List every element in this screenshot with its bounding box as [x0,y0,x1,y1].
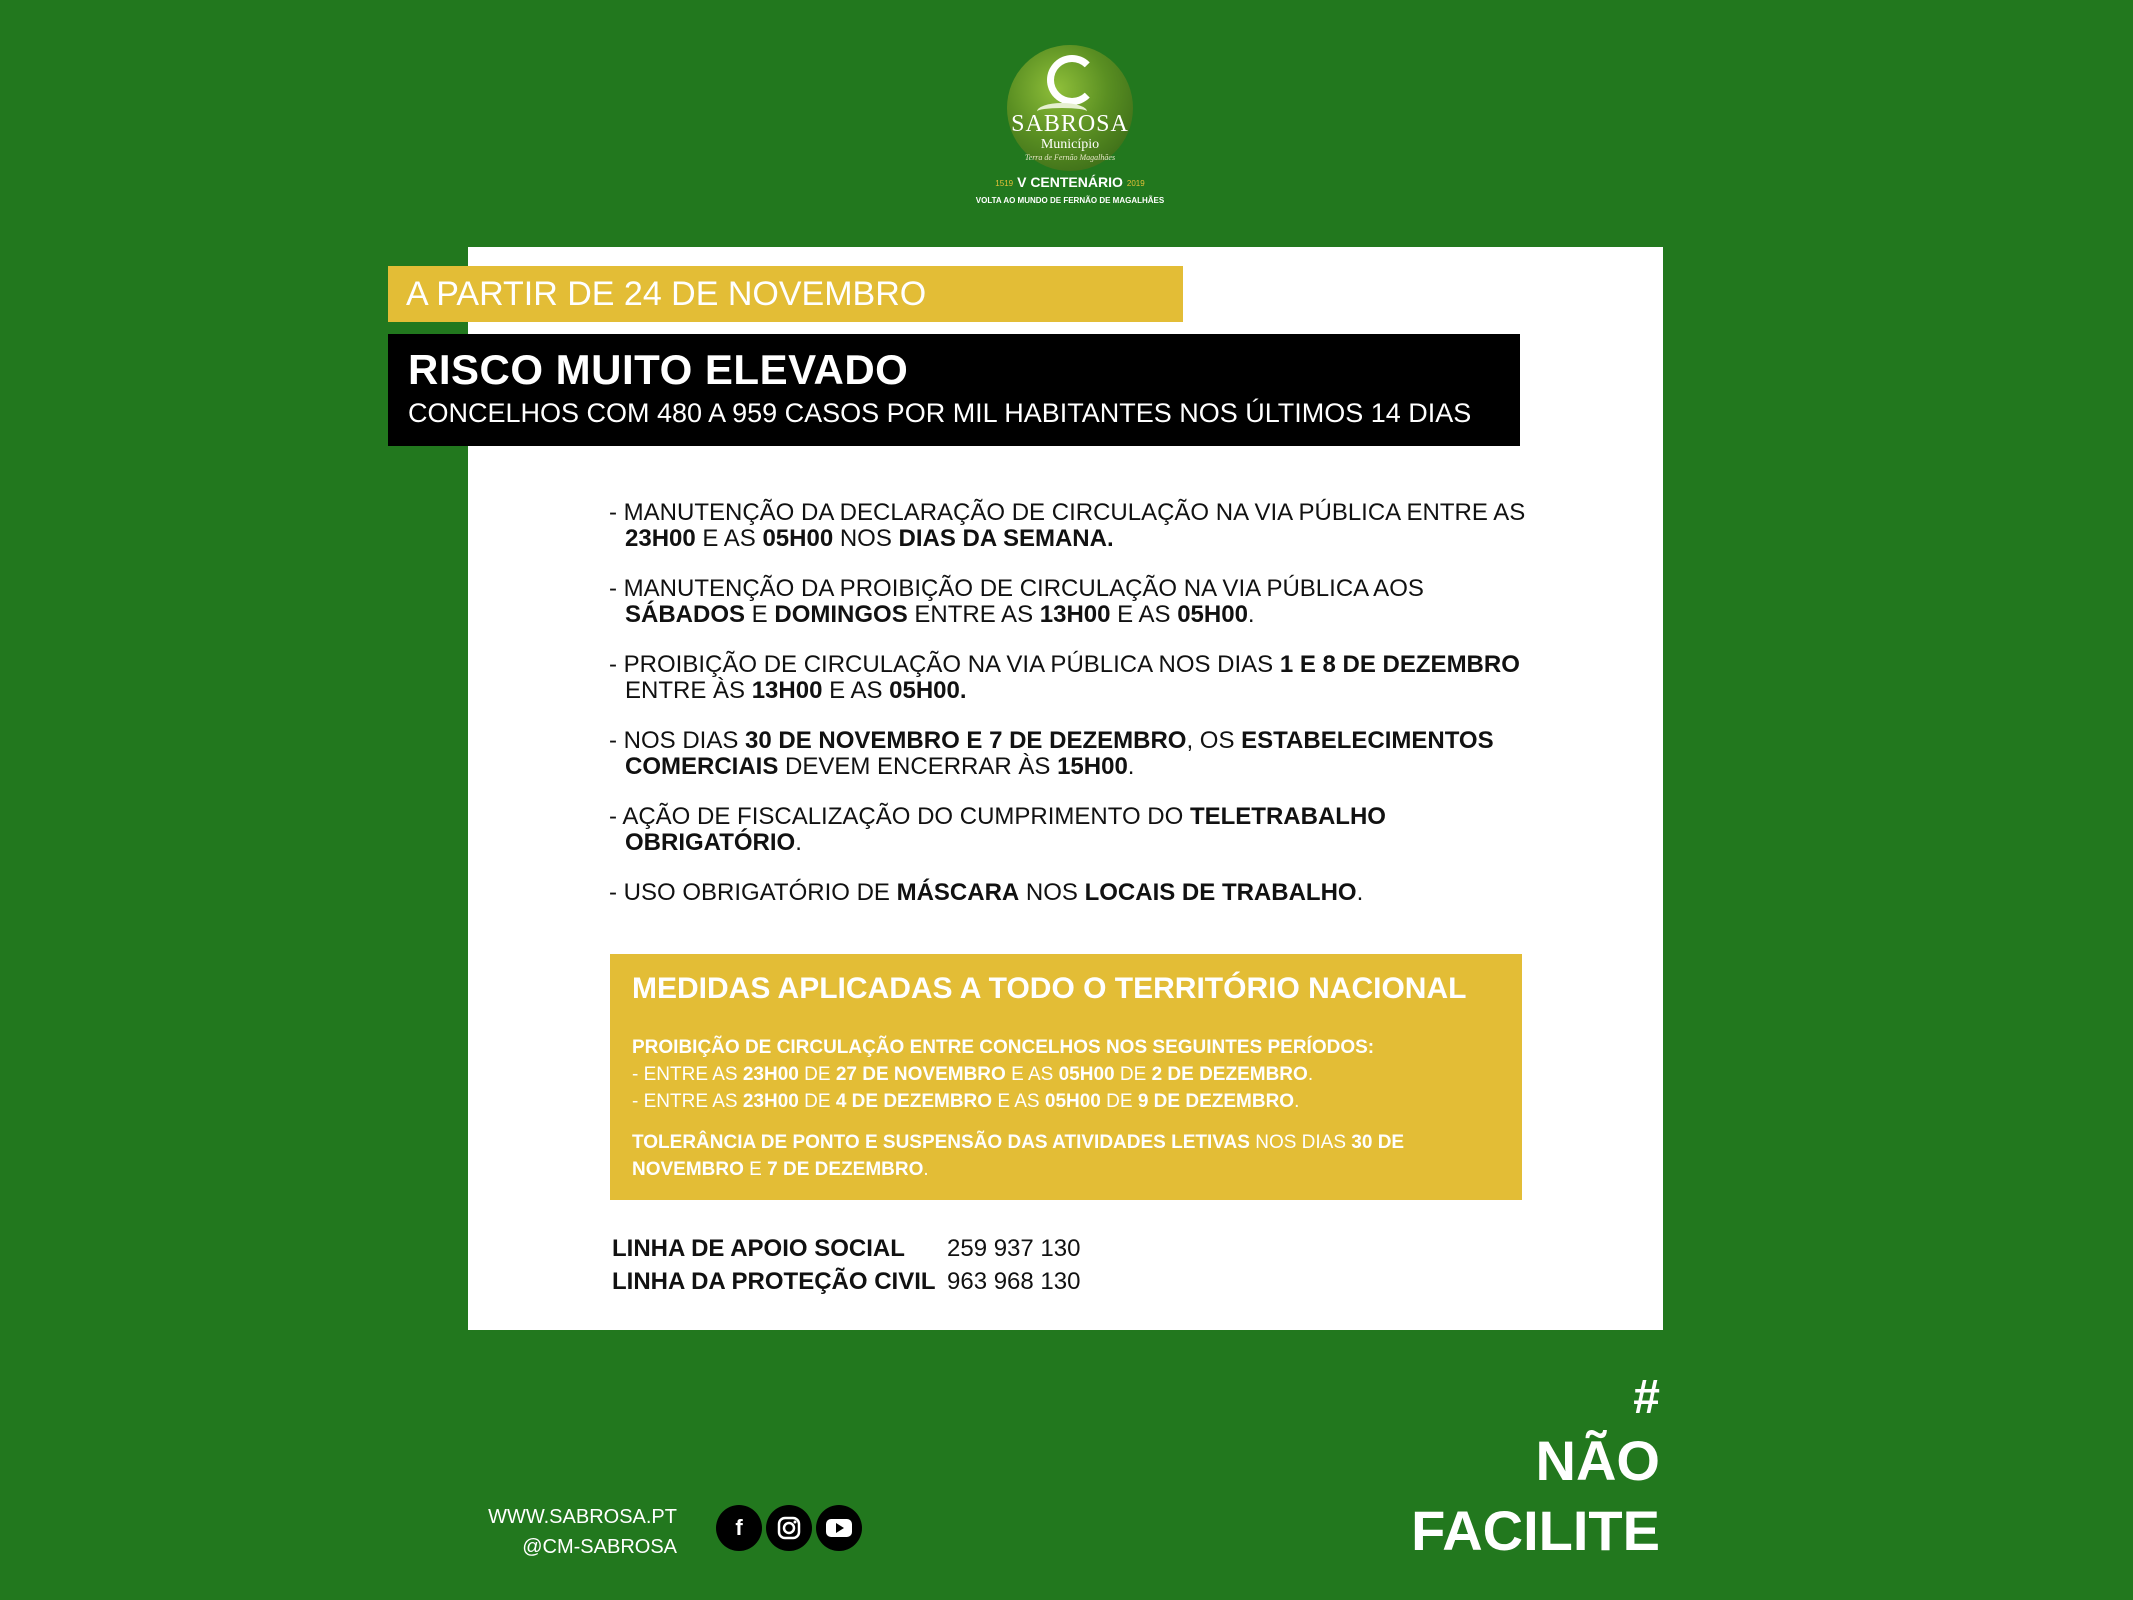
measure-item: - PROIBIÇÃO DE CIRCULAÇÃO NA VIA PÚBLICA NOS DIAS 1 E 8 DE DEZEMBRO ENTRE ÀS 13H00 E AS 05H00. [609,651,1520,704]
measure-item: - MANUTENÇÃO DA PROIBIÇÃO DE CIRCULAÇÃO NA VIA PÚBLICA AOS SÁBADOS E DOMINGOS ENTRE AS 13H00 E AS 05H00. [609,575,1424,628]
measure-item: - NOS DIAS 30 DE NOVEMBRO E 7 DE DEZEMBRO, OS ESTABELECIMENTOS COMERCIAIS DEVEM ENCERRAR ÀS 15H00. [609,727,1494,780]
measures-list [609,500,1529,930]
web-info [480,1502,677,1562]
contact-label: LINHA DA PROTEÇÃO CIVIL [612,1268,936,1295]
volta-subtitle: VOLTA AO MUNDO DE FERNÃO DE MAGALHÃES [975,196,1165,205]
slogan-line-1: NÃO [1535,1429,1660,1492]
sabrosa-logo [990,45,1150,171]
instagram-icon[interactable] [766,1505,812,1551]
centenario: 1519 V CENTENÁRIO 2019 [995,174,1145,190]
logo-sub: Município [1040,137,1100,152]
social-icons [716,1505,862,1551]
social-handle[interactable]: @CM-SABROSA [522,1536,677,1558]
national-measures-box [610,954,1522,1200]
hashtag-slogan [1411,1370,1660,1566]
measure-item: - AÇÃO DE FISCALIZAÇÃO DO CUMPRIMENTO DO TELETRABALHO OBRIGATÓRIO. [609,803,1386,856]
national-line: - ENTRE AS 23H00 DE 4 DE DEZEMBRO E AS 05H00 DE 9 DE DEZEMBRO. [632,1091,1300,1112]
slogan-line-2: FACILITE [1411,1499,1660,1562]
contact-row [612,1232,1080,1265]
contact-row [612,1265,1080,1298]
national-line: - ENTRE AS 23H00 DE 27 DE NOVEMBRO E AS 05H00 DE 2 DE DEZEMBRO. [632,1064,1314,1085]
logo-motto: Terra de Fernão Magalhães [1024,153,1116,162]
measure-item: - MANUTENÇÃO DA DECLARAÇÃO DE CIRCULAÇÃO NA VIA PÚBLICA ENTRE AS 23H00 E AS 05H00 NOS DIAS DA SEMANA. [609,499,1526,552]
youtube-icon[interactable] [816,1505,862,1551]
website-link[interactable]: WWW.SABROSA.PT [488,1506,677,1528]
risk-banner [388,334,1520,446]
measure-item: - USO OBRIGATÓRIO DE MÁSCARA NOS LOCAIS DE TRABALHO. [609,879,1364,906]
logo-name: SABROSA [1011,111,1129,137]
national-line: PROIBIÇÃO DE CIRCULAÇÃO ENTRE CONCELHOS NOS SEGUINTES PERÍODOS: [632,1037,1375,1058]
national-tolerance: TOLERÂNCIA DE PONTO E SUSPENSÃO DAS ATIVIDADES LETIVAS NOS DIAS 30 DE NOVEMBRO E 7 DE DEZEMBRO. [632,1132,1405,1180]
contact-number[interactable]: 963 968 130 [947,1268,1081,1295]
contact-label: LINHA DE APOIO SOCIAL [612,1235,905,1262]
contacts [612,1232,1080,1298]
hash-symbol: # [1633,1371,1660,1424]
contact-number[interactable]: 259 937 130 [947,1235,1081,1262]
date-banner: A PARTIR DE 24 DE NOVEMBRO [388,266,1183,322]
facebook-icon[interactable]: f [716,1505,762,1551]
risk-subtitle: CONCELHOS COM 480 A 959 CASOS POR MIL HABITANTES NOS ÚLTIMOS 14 DIAS [408,398,1472,428]
national-title: MEDIDAS APLICADAS A TODO O TERRITÓRIO NACIONAL [632,972,1467,1005]
risk-title: RISCO MUITO ELEVADO [408,346,909,393]
